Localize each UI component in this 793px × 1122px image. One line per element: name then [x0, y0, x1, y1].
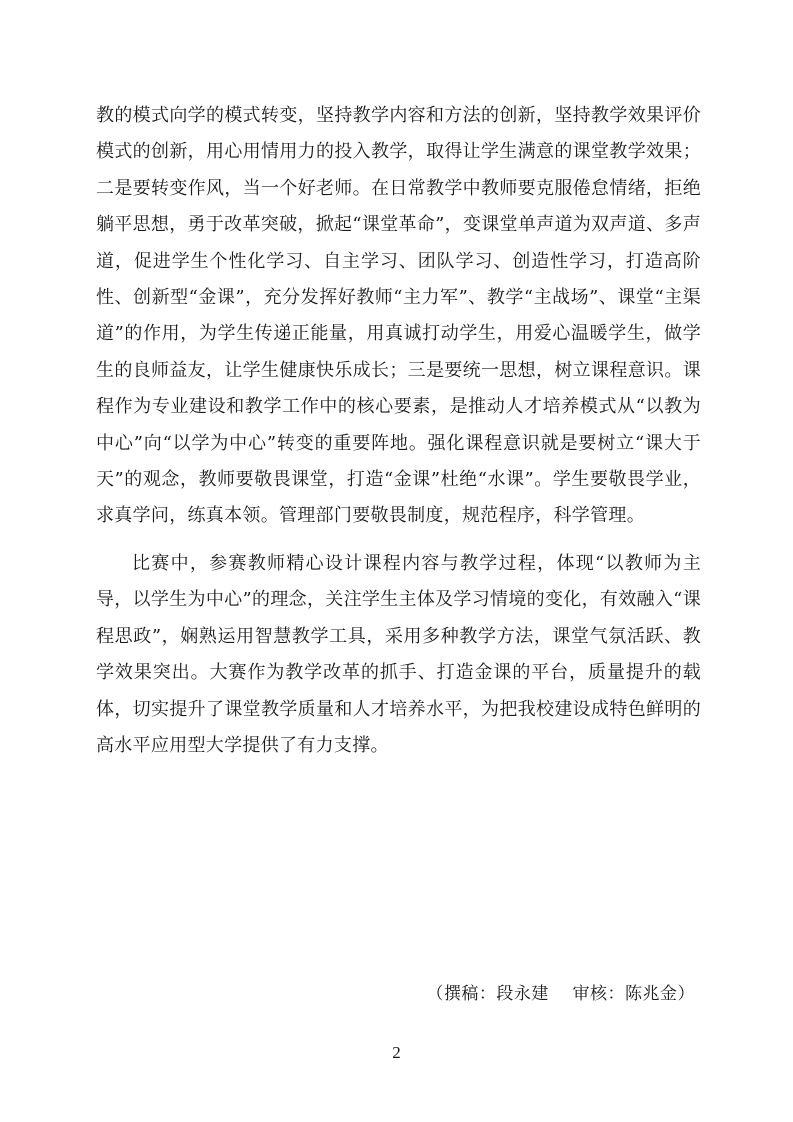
page-number: 2 — [392, 1043, 401, 1062]
document-body — [96, 98, 701, 764]
paragraph-continued: 教的模式向学的模式转变，坚持教学内容和方法的创新，坚持教学效果评价模式的创新，用心用情用力的投入教学，取得让学生满意的课堂教学效果；二是要转变作风，当一个好老师。在日常教学中教师要克服倦怠情绪，拒绝躺平思想，勇于改革突破，掀起“课堂革命”，变课堂单声道为双声道、多声道，促进学生个性化学习、自主学习、团队学习、创造性学习，打造高阶性、创新型“金课”，充分发挥好教师“主力军”、教学“主战场”、课堂“主渠道”的作用，为学生传递正能量，用真诚打动学生，用爱心温暖学生，做学生的良师益友，让学生健康快乐成长；三是要统一思想，树立课程意识。课程作为专业建设和教学工作中的核心要素，是推动人才培养模式从“以教为中心”向“以学为中心”转变的重要阵地。强化课程意识就是要树立“课大于天”的观念，教师要敬畏课堂，打造“金课”杜绝“水课”。学生要敬畏学业，求真学问，练真本领。管理部门要敬畏制度，规范程序，科学管理。 — [96, 105, 701, 527]
paragraph-competition-summary: 比赛中，参赛教师精心设计课程内容与教学过程，体现“以教师为主导，以学生为中心”的理念，关注学生主体及学习情境的变化，有效融入“课程思政”，娴熟运用智慧教学工具，采用多种教学方法，课堂气氛活跃、教学效果突出。大赛作为教学改革的抓手、打造金课的平台，质量提升的载体，切实提升了课堂教学质量和人才培养水平，为把我校建设成特色鲜明的高水平应用型大学提供了有力支撑。 — [96, 552, 701, 756]
author-reviewer-credit: （撰稿：段永建 审核：陈兆金） — [426, 984, 695, 1004]
